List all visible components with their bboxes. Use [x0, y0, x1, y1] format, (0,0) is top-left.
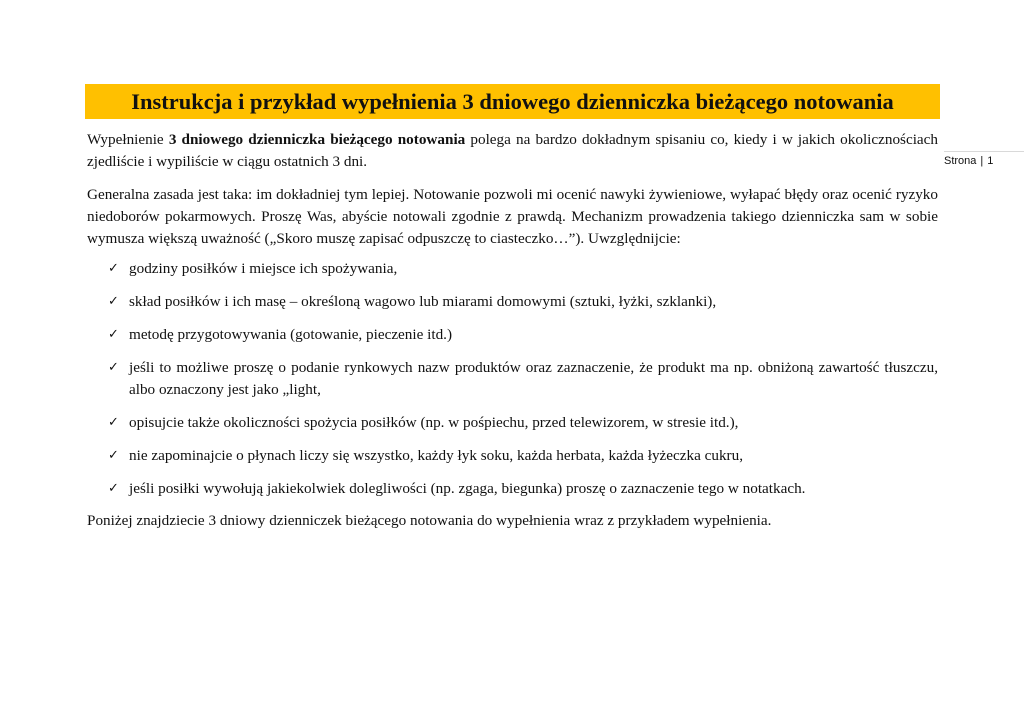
- list-item: [108, 324, 938, 346]
- list-item: [108, 291, 938, 313]
- list-item-text: godziny posiłków i miejsce ich spożywania,: [129, 260, 398, 277]
- check-icon: ✓: [108, 481, 119, 496]
- general-paragraph: Generalna zasada jest taka: im dokładniej tym lepiej. Notowanie pozwoli mi ocenić nawyki żywieniowe, wyłapać błędy oraz ocenić ryzyko niedoborów pokarmowych. Proszę Was, abyście notowali zgodnie z prawdą. Mechanizm prowadzenia takiego dzienniczka sam w sobie wymusza większą uważność („Skoro muszę zapisać odpuszczę to ciasteczko…”). Uwzględnijcie:: [87, 186, 938, 247]
- list-item-text: metodę przygotowywania (gotowanie, pieczenie itd.): [129, 326, 453, 343]
- intro-paragraph: [87, 129, 938, 173]
- page-label: Strona: [944, 155, 977, 167]
- list-item-text: jeśli posiłki wywołują jakiekolwiek dolegliwości (np. zgaga, biegunka) proszę o zaznaczenie tego w notatkach.: [129, 480, 806, 497]
- check-icon: ✓: [108, 448, 119, 463]
- closing-paragraph: Poniżej znajdziecie 3 dniowy dzienniczek bieżącego notowania do wypełnienia wraz z przykładem wypełnienia.: [87, 512, 772, 529]
- list-item-text: jeśli to możliwe proszę o podanie rynkowych nazw produktów oraz zaznaczenie, że produkt ma np. obniżoną zawartość tłuszczu, albo oznaczony jest jako „light,: [129, 359, 938, 398]
- intro-text-bold: 3 dniowego dzienniczka bieżącego notowania: [168, 131, 466, 148]
- list-item: [108, 445, 938, 467]
- check-icon: ✓: [108, 294, 119, 309]
- check-icon: ✓: [108, 415, 119, 430]
- list-item-text: nie zapominajcie o płynach liczy się wszystko, każdy łyk soku, każda herbata, każda łyżeczka cukru,: [129, 447, 744, 464]
- list-item: [108, 357, 938, 401]
- page-number: 1: [987, 155, 994, 167]
- check-icon: ✓: [108, 360, 119, 375]
- list-item: [108, 258, 938, 280]
- page-title: Instrukcja i przykład wypełnienia 3 dniowego dzienniczka bieżącego notowania: [131, 88, 894, 114]
- list-item-text: skład posiłków i ich masę – określoną wagowo lub miarami domowymi (sztuki, łyżki, szklanki),: [129, 293, 717, 310]
- list-item: [108, 478, 938, 500]
- list-item-text: opisujcie także okoliczności spożycia posiłków (np. w pośpiechu, przed telewizorem, w stresie itd.),: [129, 414, 739, 431]
- page-separator: |: [980, 155, 984, 167]
- page-number-footer: [944, 151, 1024, 167]
- intro-text-before: Wypełnienie: [87, 131, 169, 148]
- check-icon: ✓: [108, 327, 119, 342]
- check-icon: ✓: [108, 261, 119, 276]
- intro-text-after: polega na bardzo dokładnym spisaniu co, kiedy i w jakich okolicznościach zjedliście i wypiliście w ciągu ostatnich 3 dni.: [87, 131, 938, 170]
- title-banner: [85, 84, 940, 119]
- list-item: [108, 412, 938, 434]
